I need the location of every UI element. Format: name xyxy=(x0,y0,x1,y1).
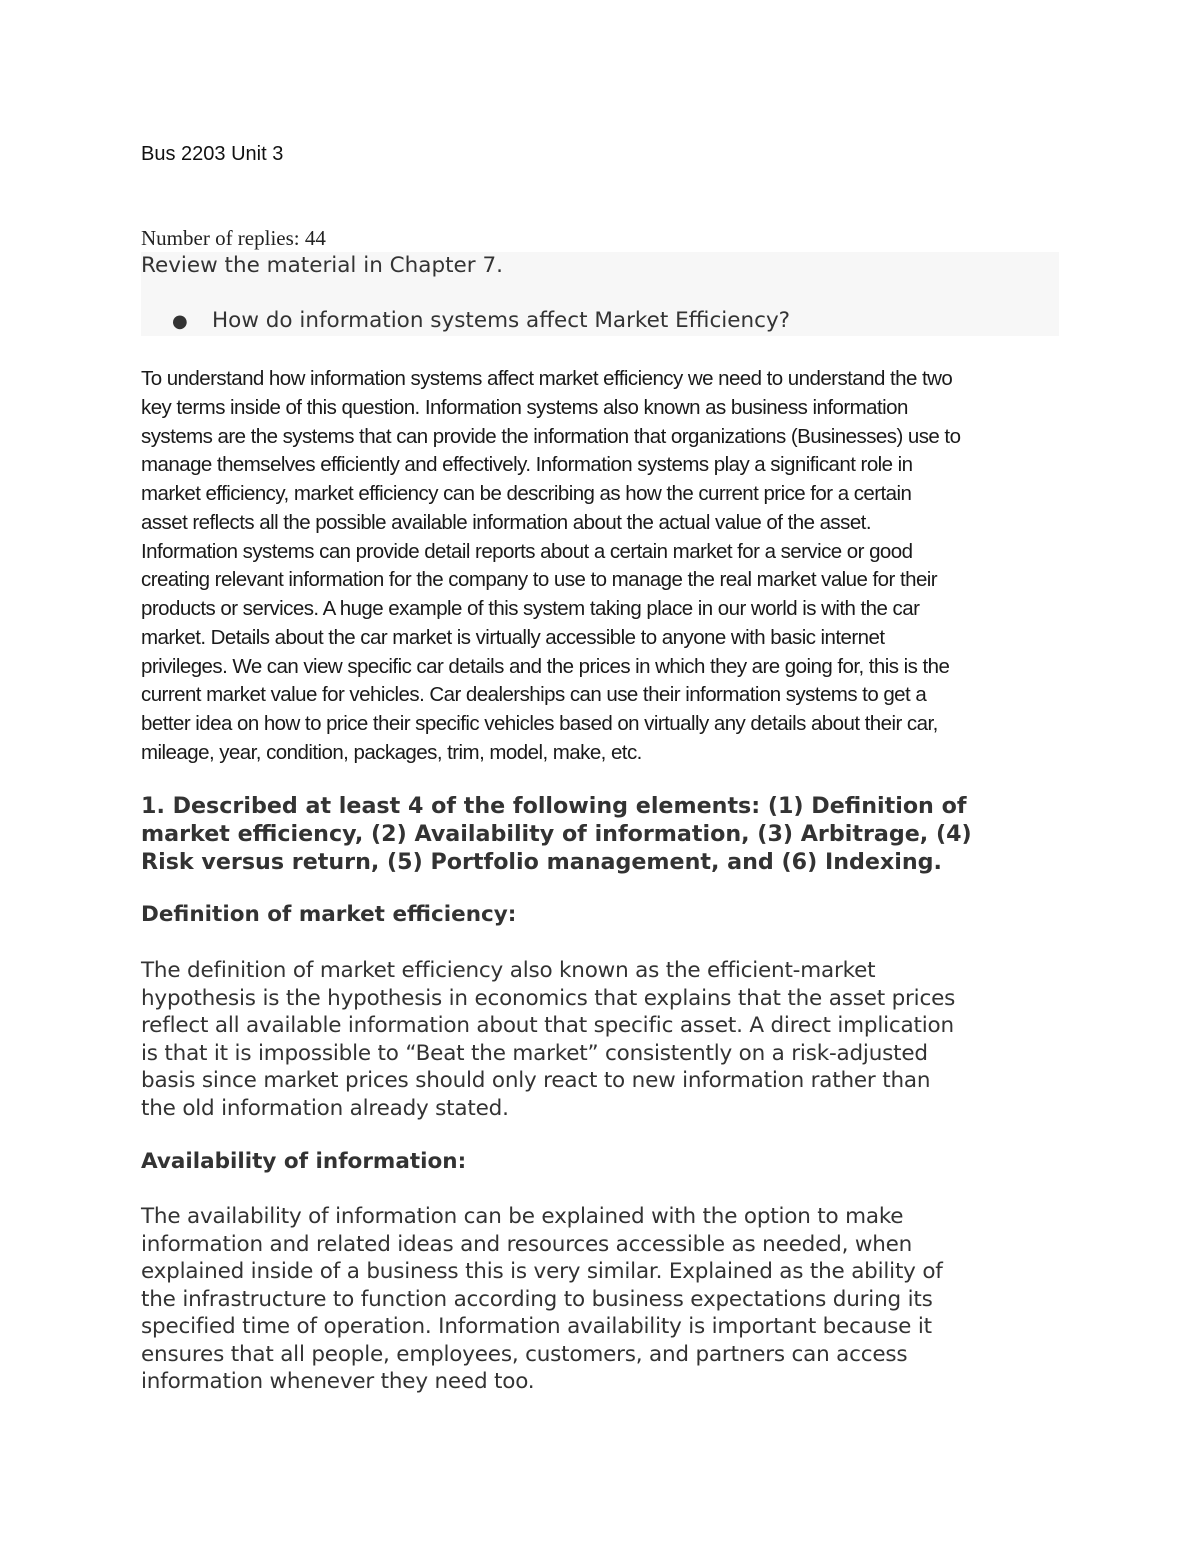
body-line: information whenever they need too. xyxy=(141,1369,535,1394)
body-line: explained inside of a business this is very similar. Explained as the ability of xyxy=(141,1259,943,1284)
intro-line: Information systems can provide detail reports about a certain market for a service or good xyxy=(141,539,913,563)
section-body-market-efficiency xyxy=(141,957,1071,1122)
body-line: The availability of information can be explained with the option to make xyxy=(141,1204,904,1229)
replies-count: Number of replies: 44 xyxy=(141,226,326,250)
body-line: the old information already stated. xyxy=(141,1095,509,1121)
body-line: is that it is impossible to “Beat the market” consistently on a risk-adjusted xyxy=(141,1040,928,1066)
intro-line: asset reflects all the possible available information about the actual value of the asset. xyxy=(141,510,871,534)
body-line: basis since market prices should only react to new information rather than xyxy=(141,1068,931,1093)
body-line: the infrastructure to function according to business expectations during its xyxy=(141,1286,933,1312)
bullet-icon: ● xyxy=(172,311,188,332)
intro-line: current market value for vehicles. Car dealerships can use their information systems to get a xyxy=(141,683,927,707)
intro-paragraph xyxy=(141,365,1071,768)
body-line: reflect all available information about that specific asset. A direct implication xyxy=(141,1013,954,1038)
question-line: Risk versus return, (5) Portfolio management, and (6) Indexing. xyxy=(141,849,942,875)
intro-line: market. Details about the car market is virtually accessible to anyone with basic internet xyxy=(141,625,885,649)
section-heading-market-efficiency: Definition of market efficiency: xyxy=(141,902,517,927)
intro-line: To understand how information systems affect market efficiency we need to understand the two xyxy=(141,367,953,390)
section-heading-availability: Availability of information: xyxy=(141,1149,467,1174)
question-line: 1. Described at least 4 of the following elements: (1) Definition of xyxy=(141,793,967,819)
body-line: The definition of market efficiency also known as the efficient-market xyxy=(141,958,876,983)
body-line: ensures that all people, employees, customers, and partners can access xyxy=(141,1341,908,1367)
question-line: market efficiency, (2) Availability of information, (3) Arbitrage, (4) xyxy=(141,821,972,847)
section-body-availability xyxy=(141,1203,1071,1396)
intro-line: key terms inside of this question. Information systems also known as business information xyxy=(141,395,908,419)
document-title: Bus 2203 Unit 3 xyxy=(141,143,284,165)
intro-line: market efficiency, market efficiency can be describing as how the current price for a certain xyxy=(141,482,912,505)
intro-line: mileage, year, condition, packages, trim, model, make, etc. xyxy=(141,740,642,764)
body-line: hypothesis is the hypothesis in economics that explains that the asset prices xyxy=(141,985,956,1011)
intro-line: products or services. A huge example of this system taking place in our world is with the car xyxy=(141,597,920,620)
intro-line: creating relevant information for the company to use to manage the real market value for their xyxy=(141,568,938,592)
prompt-text: Review the material in Chapter 7. xyxy=(141,253,503,278)
intro-line: better idea on how to price their specific vehicles based on virtually any details about their car, xyxy=(141,712,938,735)
question-heading xyxy=(141,792,1071,876)
body-line: information and related ideas and resources accessible as needed, when xyxy=(141,1231,913,1257)
intro-line: privileges. We can view specific car details and the prices in which they are going for, this is the xyxy=(141,654,950,678)
bullet-text: How do information systems affect Market Efficiency? xyxy=(212,308,791,333)
prompt-bullet xyxy=(172,308,790,333)
intro-line: manage themselves efficiently and effectively. Information systems play a significant role in xyxy=(141,453,913,477)
body-line: specified time of operation. Information availability is important because it xyxy=(141,1314,932,1339)
intro-line: systems are the systems that can provide the information that organizations (Businesses) use to xyxy=(141,424,961,448)
